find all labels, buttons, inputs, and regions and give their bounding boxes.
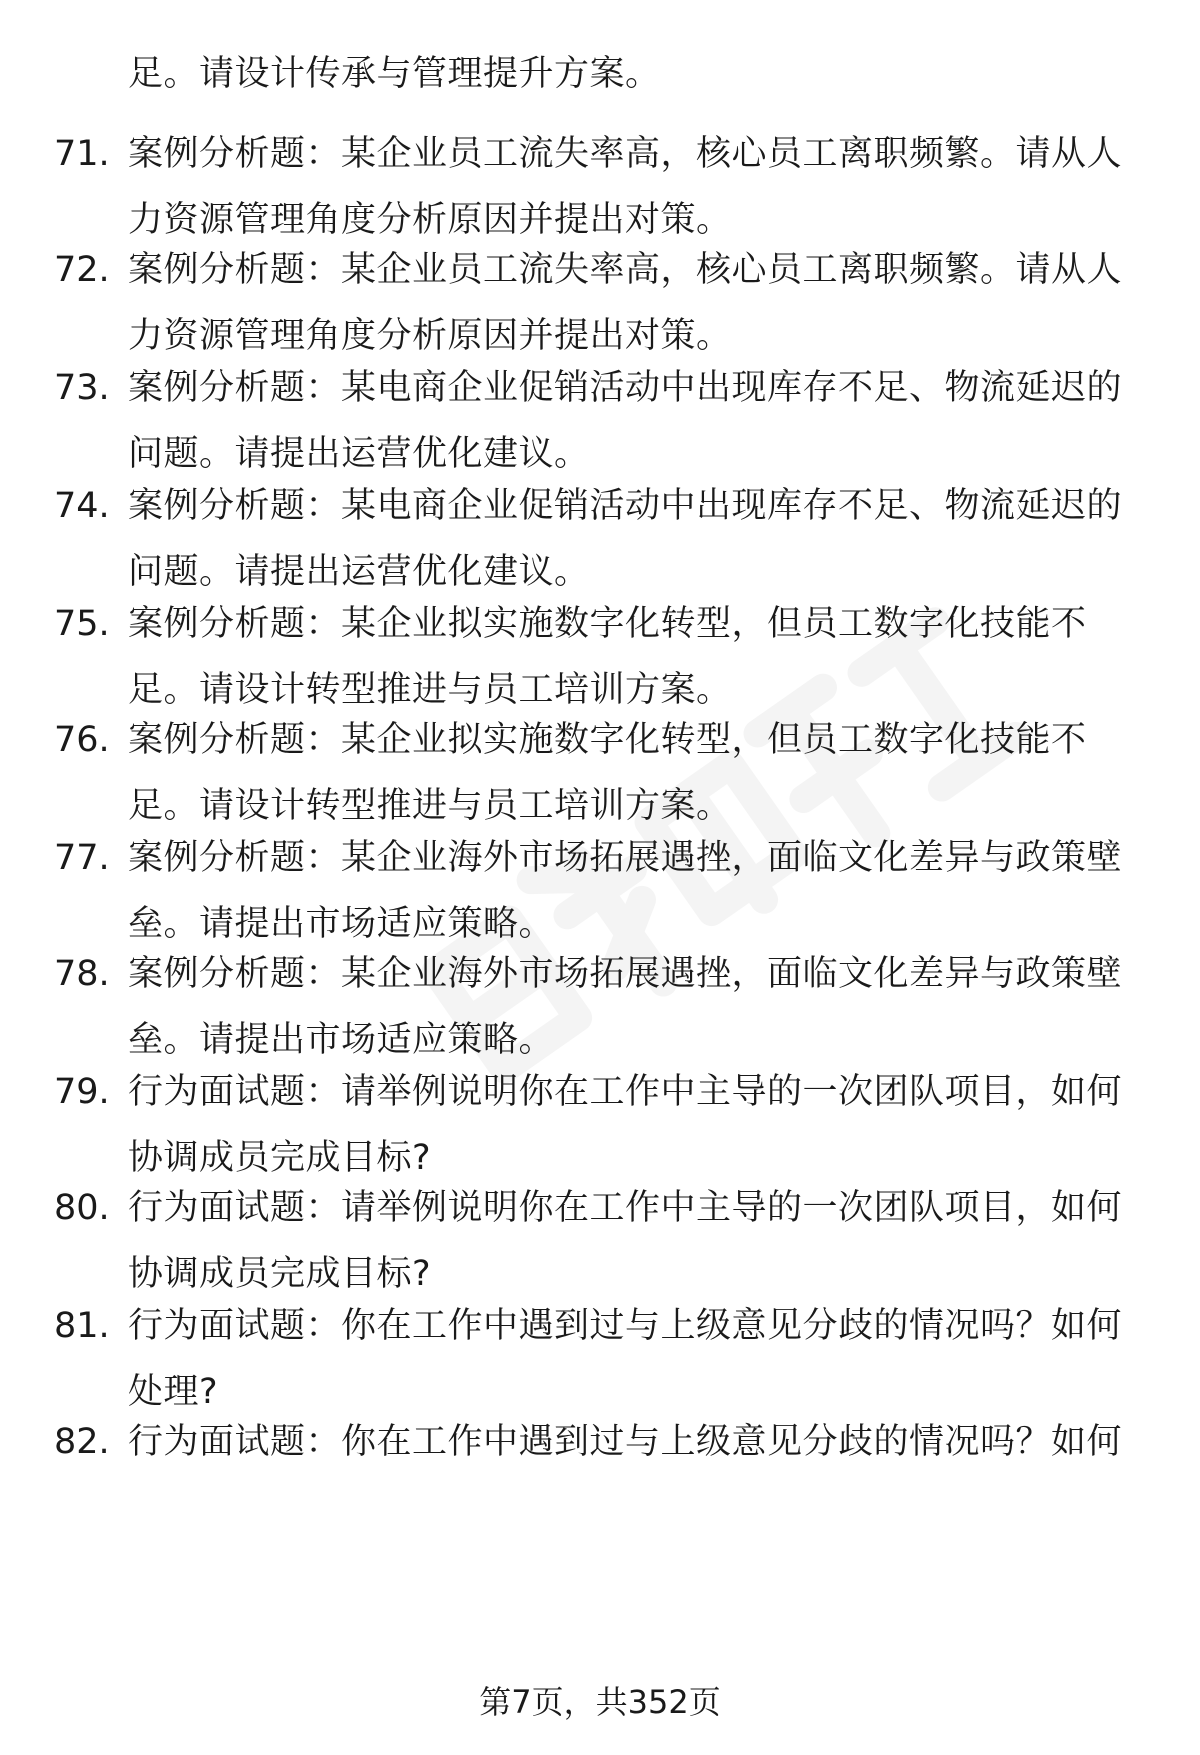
item-number: 78. bbox=[54, 954, 110, 994]
item-text-line2: 协调成员完成目标? bbox=[128, 1138, 432, 1178]
item-number: 76. bbox=[54, 720, 110, 760]
item-number: 71. bbox=[54, 134, 110, 174]
item-text-line1: 案例分析题：某电商企业促销活动中出现库存不足、物流延迟的 bbox=[128, 368, 1123, 408]
item-text-line2: 协调成员完成目标? bbox=[128, 1254, 432, 1294]
item-number: 74. bbox=[54, 486, 110, 526]
item-text-line1: 行为面试题：你在工作中遇到过与上级意见分歧的情况吗？如何 bbox=[128, 1422, 1123, 1462]
item-text-line2: 问题。请提出运营优化建议。 bbox=[128, 552, 590, 592]
item-text-line1: 案例分析题：某企业拟实施数字化转型，但员工数字化技能不 bbox=[128, 604, 1087, 644]
item-text-line2: 处理? bbox=[128, 1372, 219, 1412]
continuation-text: 足。请设计传承与管理提升方案。 bbox=[128, 54, 661, 94]
item-text-line2: 问题。请提出运营优化建议。 bbox=[128, 434, 590, 474]
item-number: 73. bbox=[54, 368, 110, 408]
item-text-line1: 案例分析题：某企业员工流失率高，核心员工离职频繁。请从人 bbox=[128, 250, 1123, 290]
item-number: 80. bbox=[54, 1188, 110, 1228]
item-text-line2: 垒。请提出市场适应策略。 bbox=[128, 904, 555, 944]
item-number: 72. bbox=[54, 250, 110, 290]
page-footer: 第7页，共352页 bbox=[479, 1683, 721, 1721]
item-text-line2: 足。请设计转型推进与员工培训方案。 bbox=[128, 670, 732, 710]
item-text-line1: 案例分析题：某电商企业促销活动中出现库存不足、物流延迟的 bbox=[128, 486, 1123, 526]
item-number: 82. bbox=[54, 1422, 110, 1462]
item-text-line1: 案例分析题：某企业海外市场拓展遇挫，面临文化差异与政策壁 bbox=[128, 838, 1123, 878]
item-text-line2: 足。请设计转型推进与员工培训方案。 bbox=[128, 786, 732, 826]
item-number: 77. bbox=[54, 838, 110, 878]
item-text-line1: 案例分析题：某企业员工流失率高，核心员工离职频繁。请从人 bbox=[128, 134, 1123, 174]
item-text-line1: 行为面试题：你在工作中遇到过与上级意见分歧的情况吗？如何 bbox=[128, 1306, 1123, 1346]
item-number: 81. bbox=[54, 1306, 110, 1346]
item-number: 75. bbox=[54, 604, 110, 644]
item-text-line1: 行为面试题：请举例说明你在工作中主导的一次团队项目，如何 bbox=[128, 1188, 1123, 1228]
item-text-line1: 案例分析题：某企业海外市场拓展遇挫，面临文化差异与政策壁 bbox=[128, 954, 1123, 994]
item-text-line1: 行为面试题：请举例说明你在工作中主导的一次团队项目，如何 bbox=[128, 1072, 1123, 1112]
item-text-line1: 案例分析题：某企业拟实施数字化转型，但员工数字化技能不 bbox=[128, 720, 1087, 760]
item-number: 79. bbox=[54, 1072, 110, 1112]
item-text-line2: 垒。请提出市场适应策略。 bbox=[128, 1020, 555, 1060]
item-text-line2: 力资源管理角度分析原因并提出对策。 bbox=[128, 200, 732, 240]
item-text-line2: 力资源管理角度分析原因并提出对策。 bbox=[128, 316, 732, 356]
